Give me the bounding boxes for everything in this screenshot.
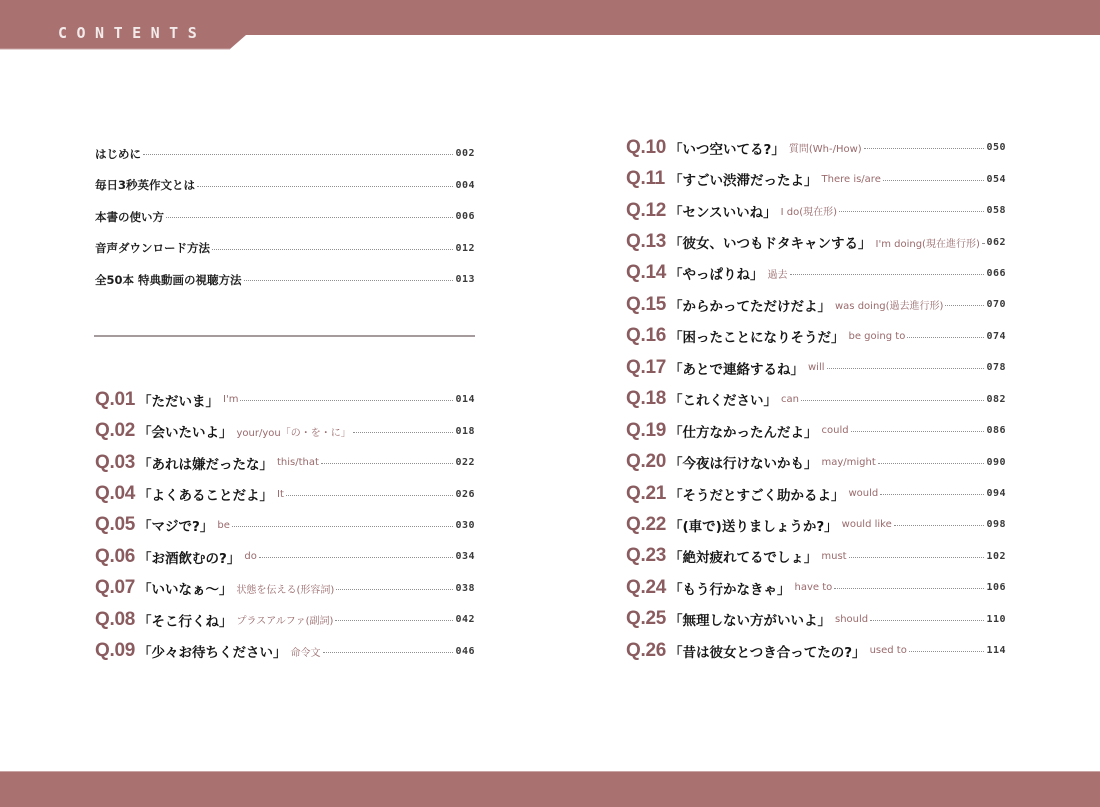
page-number: 014 — [455, 394, 475, 406]
page-number: 050 — [986, 142, 1006, 154]
question-phrase: 「(車で)送りましょうか?」 — [669, 518, 838, 535]
page-number: 034 — [455, 551, 475, 563]
page-number: 038 — [455, 582, 475, 594]
question-phrase: 「そこ行くね」 — [138, 613, 233, 630]
grammar-note: may/might — [821, 456, 876, 468]
grammar-note: used to — [869, 645, 907, 657]
intro-list — [95, 138, 475, 296]
question-number: Q.04 — [95, 483, 135, 505]
dot-leader — [244, 280, 454, 281]
question-entry[interactable] — [626, 163, 1006, 194]
question-entry[interactable] — [626, 604, 1006, 635]
page-number: 102 — [986, 550, 1006, 562]
dot-leader — [321, 463, 454, 464]
question-phrase: 「すごい渋滞だったよ」 — [669, 173, 818, 190]
grammar-note: I'm doing(現在進行形) — [875, 238, 980, 250]
page-number: 002 — [455, 148, 475, 160]
question-list-right — [626, 132, 1006, 666]
grammar-note: 状態を伝える(形容詞) — [236, 584, 335, 596]
dot-leader — [335, 620, 453, 621]
question-number: Q.26 — [626, 639, 666, 661]
question-phrase: 「困ったことになりそうだ」 — [669, 330, 845, 347]
dot-leader — [336, 589, 453, 590]
page-number: 013 — [455, 274, 475, 286]
question-number: Q.08 — [95, 608, 135, 630]
question-phrase: 「センスいいね」 — [669, 204, 777, 221]
question-phrase: 「やっぱりね」 — [669, 267, 764, 284]
dot-leader — [982, 243, 985, 244]
question-number: Q.09 — [95, 640, 135, 662]
grammar-note: your/you「の・を・に」 — [236, 427, 351, 439]
question-number: Q.15 — [626, 293, 666, 315]
grammar-note: be going to — [848, 330, 906, 342]
question-entry[interactable] — [626, 572, 1006, 603]
question-number: Q.24 — [626, 576, 666, 598]
grammar-note: There is/are — [821, 173, 881, 185]
dot-leader — [801, 400, 984, 401]
section-divider — [94, 335, 475, 337]
question-number: Q.05 — [95, 514, 135, 536]
grammar-note: I do(現在形) — [780, 207, 838, 219]
question-number: Q.20 — [626, 451, 666, 473]
question-entry[interactable] — [626, 541, 1006, 572]
question-phrase: 「会いたいよ」 — [138, 425, 233, 442]
grammar-note: 質問(Wh-/How) — [788, 144, 862, 156]
toc-entry[interactable] — [95, 201, 475, 233]
dot-leader — [166, 217, 453, 218]
page-number: 022 — [455, 457, 475, 469]
question-entry[interactable] — [626, 226, 1006, 257]
question-phrase: 「少々お待ちください」 — [138, 645, 287, 662]
question-number: Q.06 — [95, 545, 135, 567]
page-number: 110 — [986, 613, 1006, 625]
question-number: Q.10 — [626, 136, 666, 158]
page-title: CONTENTS — [58, 24, 207, 42]
question-phrase: 「いいなぁ〜」 — [138, 582, 233, 599]
grammar-note: I'm — [223, 394, 239, 406]
question-number: Q.19 — [626, 419, 666, 441]
grammar-note: will — [808, 362, 825, 374]
grammar-note: this/that — [277, 457, 319, 469]
question-phrase: 「いつ空いてる?」 — [669, 141, 785, 158]
dot-leader — [945, 305, 984, 306]
question-phrase: 「昔は彼女とつき合ってたの?」 — [669, 644, 866, 661]
dot-leader — [790, 274, 985, 275]
question-entry[interactable] — [626, 195, 1006, 226]
question-phrase: 「ただいま」 — [138, 393, 219, 410]
footer-band — [0, 771, 1100, 807]
question-number: Q.02 — [95, 420, 135, 442]
question-phrase: 「あとで連絡するね」 — [669, 361, 804, 378]
question-phrase: 「これください」 — [669, 393, 777, 410]
dot-leader — [259, 557, 454, 558]
toc-entry-label: 本書の使い方 — [95, 209, 164, 224]
toc-entry-label: 毎日3秒英作文とは — [95, 178, 196, 193]
page-number: 082 — [986, 393, 1006, 405]
question-phrase: 「お酒飲むの?」 — [138, 550, 241, 567]
question-number: Q.25 — [626, 608, 666, 630]
page-number: 114 — [986, 645, 1006, 657]
page-number: 042 — [455, 614, 475, 626]
dot-leader — [851, 431, 985, 432]
question-phrase: 「彼女、いつもドタキャンする」 — [669, 236, 872, 253]
toc-entry[interactable] — [95, 233, 475, 265]
question-entry[interactable] — [95, 447, 475, 478]
grammar-note: have to — [794, 582, 833, 594]
toc-entry[interactable] — [95, 170, 475, 202]
question-entry[interactable] — [95, 541, 475, 572]
question-entry[interactable] — [626, 635, 1006, 666]
question-entry[interactable] — [95, 415, 475, 446]
question-phrase: 「今夜は行けないかも」 — [669, 456, 818, 473]
question-phrase: 「仕方なかったんだよ」 — [669, 424, 818, 441]
grammar-note: should — [835, 613, 869, 625]
grammar-note: could — [821, 425, 849, 437]
question-list-left — [95, 384, 475, 667]
question-entry[interactable] — [95, 636, 475, 667]
question-phrase: 「あれは嫌だったな」 — [138, 456, 273, 473]
question-number: Q.13 — [626, 231, 666, 253]
dot-leader — [143, 154, 453, 155]
question-entry[interactable] — [95, 604, 475, 635]
dot-leader — [894, 525, 985, 526]
page-number: 058 — [986, 205, 1006, 217]
dot-leader — [212, 249, 453, 250]
question-entry[interactable] — [626, 446, 1006, 477]
page-number: 078 — [986, 362, 1006, 374]
question-phrase: 「無理しない方がいいよ」 — [669, 613, 831, 630]
question-number: Q.23 — [626, 545, 666, 567]
dot-leader — [232, 526, 454, 527]
grammar-note: 命令文 — [290, 647, 321, 659]
grammar-note: must — [821, 550, 847, 562]
grammar-note: was doing(過去進行形) — [835, 301, 944, 313]
question-number: Q.17 — [626, 356, 666, 378]
question-entry[interactable] — [626, 289, 1006, 320]
grammar-note: プラスアルファ(副詞) — [236, 616, 334, 628]
dot-leader — [909, 651, 985, 652]
toc-entry[interactable] — [95, 138, 475, 170]
question-phrase: 「マジで?」 — [138, 519, 214, 536]
question-entry[interactable] — [626, 384, 1006, 415]
dot-leader — [353, 432, 454, 433]
page-number: 098 — [986, 519, 1006, 531]
grammar-note: can — [781, 393, 799, 405]
grammar-note: be — [217, 519, 230, 531]
dot-leader — [870, 620, 984, 621]
question-number: Q.21 — [626, 482, 666, 504]
toc-entry-label: 全50本 特典動画の視聴方法 — [95, 272, 242, 287]
dot-leader — [323, 652, 454, 653]
dot-leader — [907, 337, 984, 338]
grammar-note: would like — [841, 519, 892, 531]
page-number: 046 — [455, 645, 475, 657]
question-entry[interactable] — [626, 132, 1006, 163]
page-number: 026 — [455, 488, 475, 500]
grammar-note: do — [244, 551, 257, 563]
question-number: Q.07 — [95, 577, 135, 599]
question-entry[interactable] — [626, 352, 1006, 383]
page-number: 012 — [455, 242, 475, 254]
page-number: 006 — [455, 211, 475, 223]
dot-leader — [880, 494, 984, 495]
toc-entry[interactable] — [95, 264, 475, 296]
question-entry[interactable] — [95, 478, 475, 509]
dot-leader — [827, 368, 985, 369]
question-number: Q.22 — [626, 513, 666, 535]
dot-leader — [286, 495, 454, 496]
page-number: 086 — [986, 425, 1006, 437]
header-band — [0, 0, 1100, 50]
question-entry[interactable] — [95, 573, 475, 604]
question-entry[interactable] — [626, 478, 1006, 509]
page-number: 066 — [986, 267, 1006, 279]
page-number: 004 — [455, 179, 475, 191]
page-number: 018 — [455, 425, 475, 437]
page-number: 074 — [986, 330, 1006, 342]
grammar-note: would — [848, 488, 879, 500]
question-phrase: 「絶対疲れてるでしょ」 — [669, 550, 818, 567]
question-entry[interactable] — [95, 384, 475, 415]
question-phrase: 「そうだとすごく助かるよ」 — [669, 487, 845, 504]
question-number: Q.11 — [626, 168, 665, 190]
grammar-note: 過去 — [767, 269, 788, 281]
page-number: 054 — [986, 173, 1006, 185]
page-number: 070 — [986, 299, 1006, 311]
question-entry[interactable] — [626, 321, 1006, 352]
dot-leader — [834, 588, 984, 589]
dot-leader — [839, 211, 984, 212]
question-entry[interactable] — [95, 510, 475, 541]
question-number: Q.01 — [95, 388, 135, 410]
question-number: Q.12 — [626, 199, 666, 221]
page-number: 090 — [986, 456, 1006, 468]
dot-leader — [849, 557, 985, 558]
question-number: Q.14 — [626, 262, 666, 284]
toc-entry-label: 音声ダウンロード方法 — [95, 241, 210, 256]
question-number: Q.03 — [95, 451, 135, 473]
dot-leader — [878, 463, 985, 464]
page-number: 030 — [455, 519, 475, 531]
question-entry[interactable] — [626, 258, 1006, 289]
question-phrase: 「もう行かなきゃ」 — [669, 581, 791, 598]
grammar-note: It — [277, 488, 284, 500]
dot-leader — [864, 148, 985, 149]
dot-leader — [197, 186, 453, 187]
toc-entry-label: はじめに — [95, 146, 141, 161]
page-number: 106 — [986, 582, 1006, 594]
question-number: Q.18 — [626, 388, 666, 410]
page-number: 062 — [986, 236, 1006, 248]
dot-leader — [883, 180, 985, 181]
question-phrase: 「からかってただけだよ」 — [669, 298, 831, 315]
page-number: 094 — [986, 488, 1006, 500]
question-phrase: 「よくあることだよ」 — [138, 488, 273, 505]
dot-leader — [240, 400, 453, 401]
question-entry[interactable] — [626, 415, 1006, 446]
question-entry[interactable] — [626, 509, 1006, 540]
question-number: Q.16 — [626, 325, 666, 347]
